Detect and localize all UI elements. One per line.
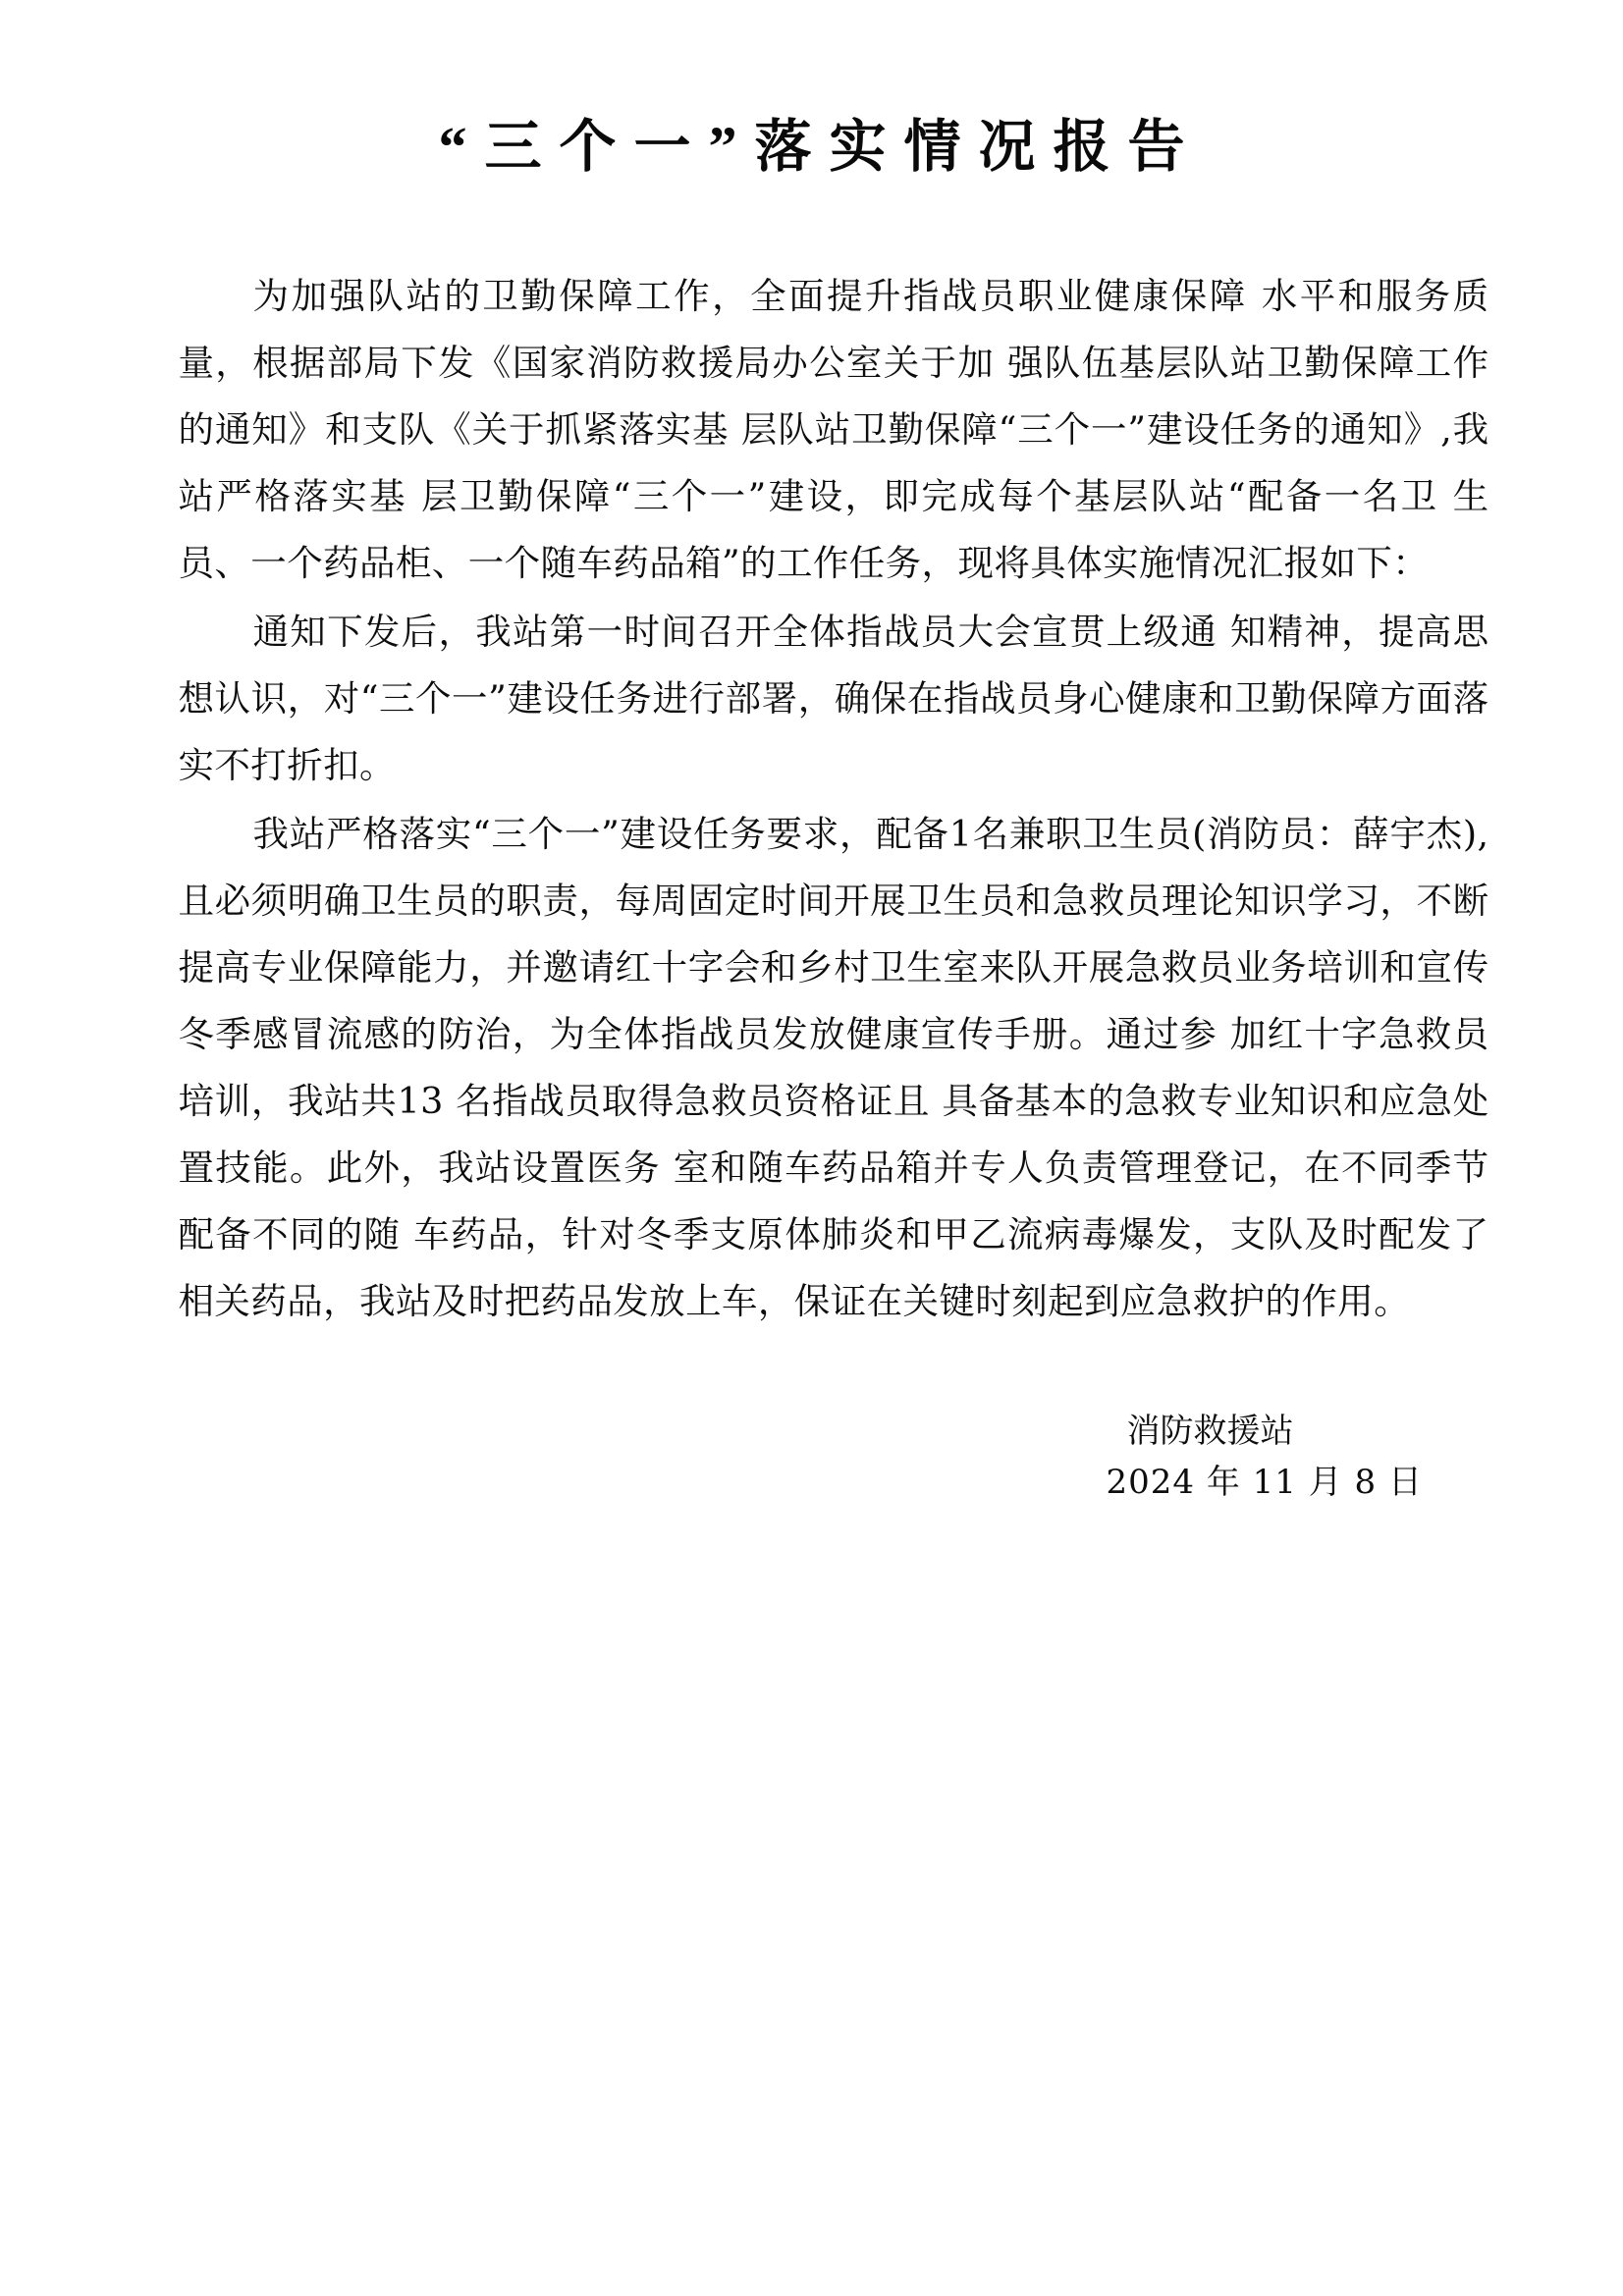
paragraph-1: 为加强队站的卫勤保障工作，全面提升指战员职业健康保障 水平和服务质量，根据部局下发《国家消防救援局办公室关于加 强队伍基层队站卫勤保障工作的通知》和支队《关于抓紧落实基 层队站卫勤保障“三个一”建设任务的通知》,我站严格落实基 层卫勤保障“三个一”建设，即完成每个基层队站“配备一名卫 生员、一个药品柜、一个随车药品箱”的工作任务，现将具体实施情况汇报如下： bbox=[178, 275, 1489, 585]
paragraph-2: 通知下发后，我站第一时间召开全体指战员大会宣贯上级通 知精神，提高思想认识，对“三个一”建设任务进行部署，确保在指战员身心健康和卫勤保障方面落实不打折扣。 bbox=[178, 611, 1489, 787]
paragraph-3: 我站严格落实“三个一”建设任务要求，配备1名兼职卫生员(消防员：薛宇杰),且必须明确卫生员的职责，每周固定时间开展卫生员和急救员理论知识学习，不断提高专业保障能力，并邀请红十字会和乡村卫生室来队开展急救员业务培训和宣传 冬季感冒流感的防治，为全体指战员发放健康宣传手册。通过参 加红十字急救员培训，我站共13 名指战员取得急救员资格证且 具备基本的急救专业知识和应急处置技能。此外，我站设置医务 室和随车药品箱并专人负责管理登记，在不同季节配备不同的随 车药品，针对冬季支原体肺炎和甲乙流病毒爆发，支队及时配发了相关药品，我站及时把药品发放上车，保证在关键时刻起到应急救护的作用。 bbox=[178, 813, 1489, 1323]
document-body bbox=[81, 218, 1543, 1335]
page-title: “三个一”落实情况报告 bbox=[438, 114, 1203, 179]
signature-date: 2024 年 11 月 8 日 bbox=[1106, 1463, 1423, 1503]
signature-organization: 消防救援站 bbox=[1126, 1412, 1294, 1452]
signature-block bbox=[81, 1337, 1543, 1508]
